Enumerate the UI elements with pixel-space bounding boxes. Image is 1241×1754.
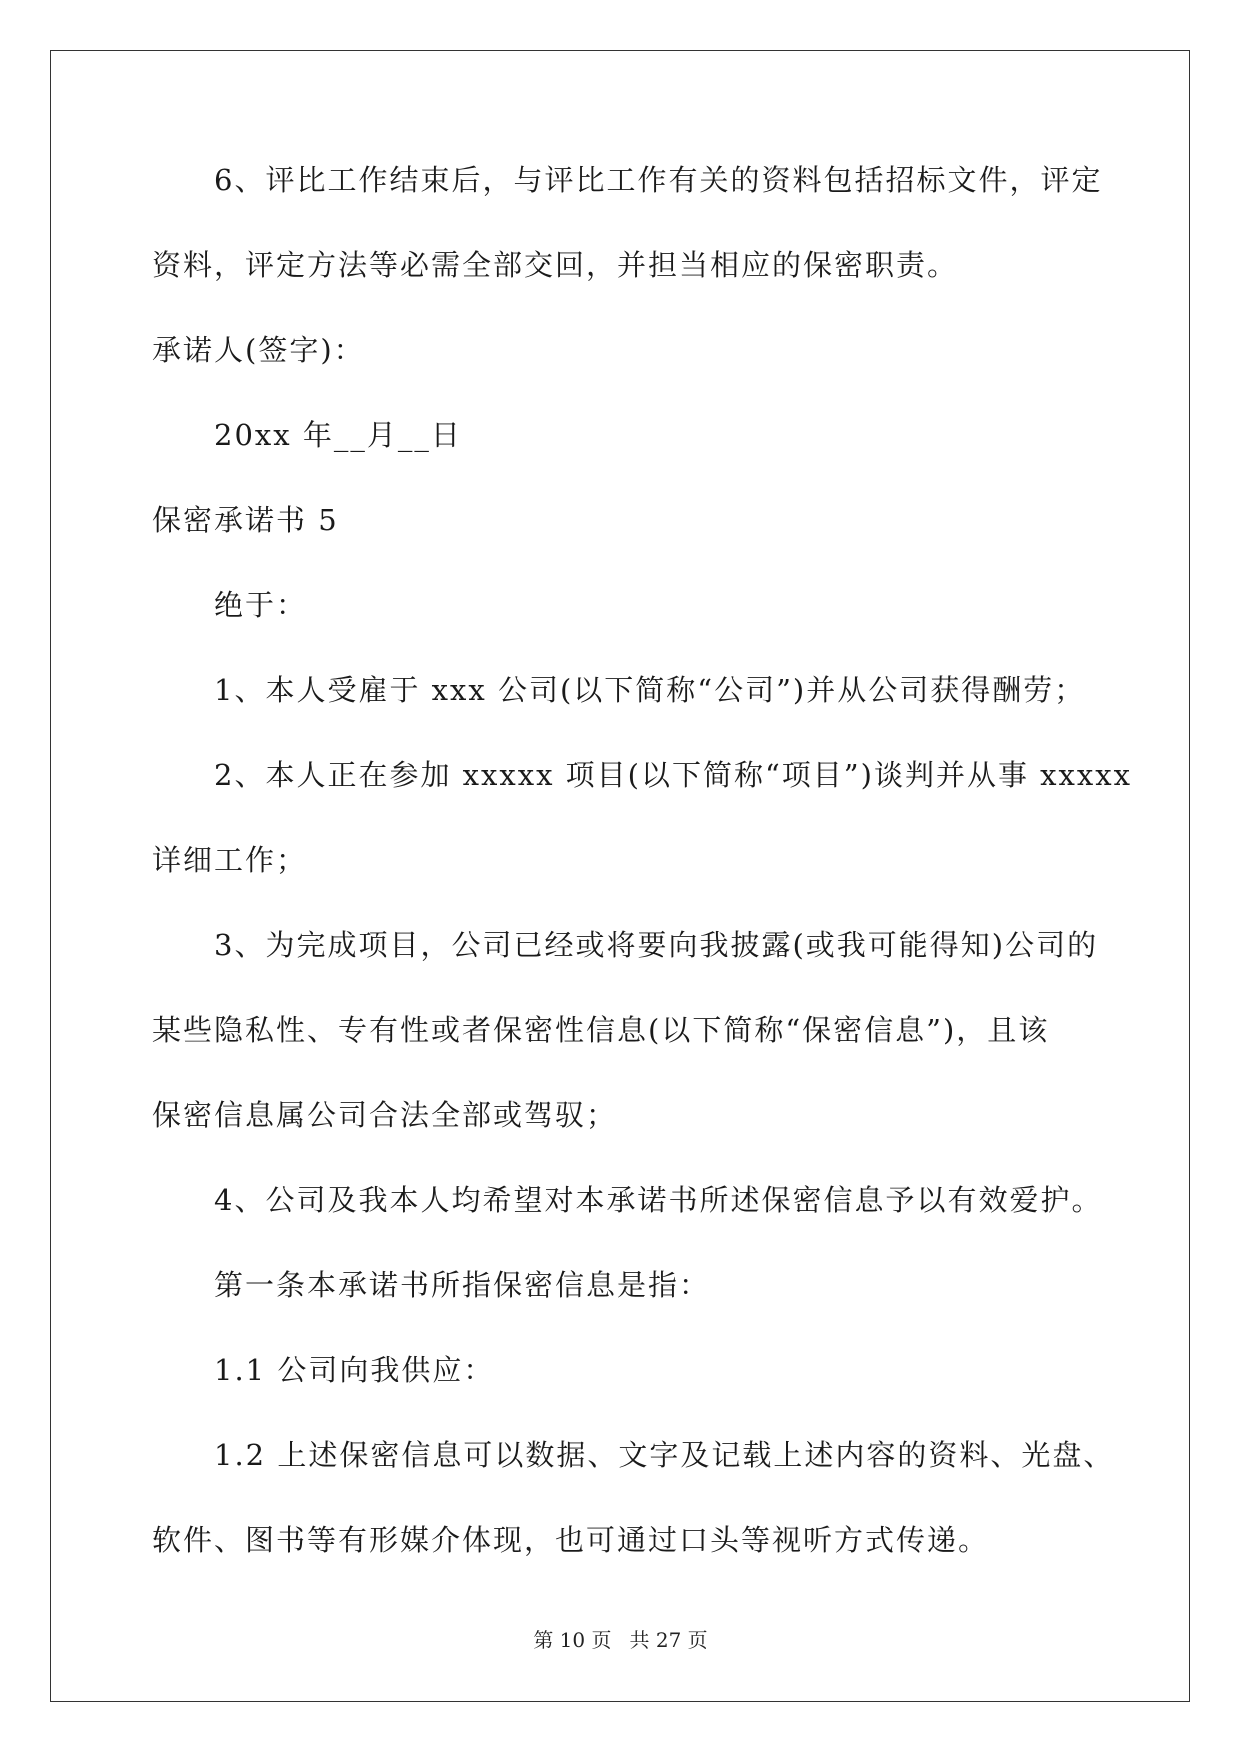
paragraph-line: 绝于：: [214, 588, 308, 622]
paragraph-line: 保密信息属公司合法全部或驾驭；: [152, 1098, 618, 1132]
paragraph-line: 4、公司及我本人均希望对本承诺书所述保密信息予以有效爱护。: [214, 1183, 1103, 1217]
clause-line: 1.2 上述保密信息可以数据、文字及记载上述内容的资料、光盘、: [214, 1438, 1115, 1472]
section-title: 保密承诺书 5: [152, 503, 339, 537]
paragraph-line: 1、本人受雇于 xxx 公司(以下简称“公司”)并从公司获得酬劳；: [214, 673, 1086, 707]
page-number-current: 第 10 页: [533, 1628, 612, 1652]
article-heading: 第一条本承诺书所指保密信息是指：: [214, 1268, 711, 1302]
paragraph-line: 6、评比工作结束后，与评比工作有关的资料包括招标文件，评定: [214, 163, 1103, 197]
paragraph-line: 某些隐私性、专有性或者保密性信息(以下简称“保密信息”)，且该: [152, 1013, 1050, 1047]
clause-line: 1.1 公司向我供应：: [214, 1353, 495, 1387]
page-footer: [0, 1628, 1241, 1652]
signature-label: 承诺人(签字)：: [152, 333, 365, 367]
paragraph-line: 2、本人正在参加 xxxxx 项目(以下简称“项目”)谈判并从事 xxxxx: [214, 758, 1132, 792]
paragraph-line: 资料，评定方法等必需全部交回，并担当相应的保密职责。: [152, 248, 959, 282]
page-number-total: 共 27 页: [629, 1628, 708, 1652]
paragraph-line: 软件、图书等有形媒介体现，也可通过口头等视听方式传递。: [152, 1523, 990, 1557]
date-line: 20xx 年__月__日: [214, 418, 462, 452]
paragraph-line: 详细工作；: [152, 843, 308, 877]
paragraph-line: 3、为完成项目，公司已经或将要向我披露(或我可能得知)公司的: [214, 928, 1099, 962]
document-body: [152, 160, 1132, 1605]
